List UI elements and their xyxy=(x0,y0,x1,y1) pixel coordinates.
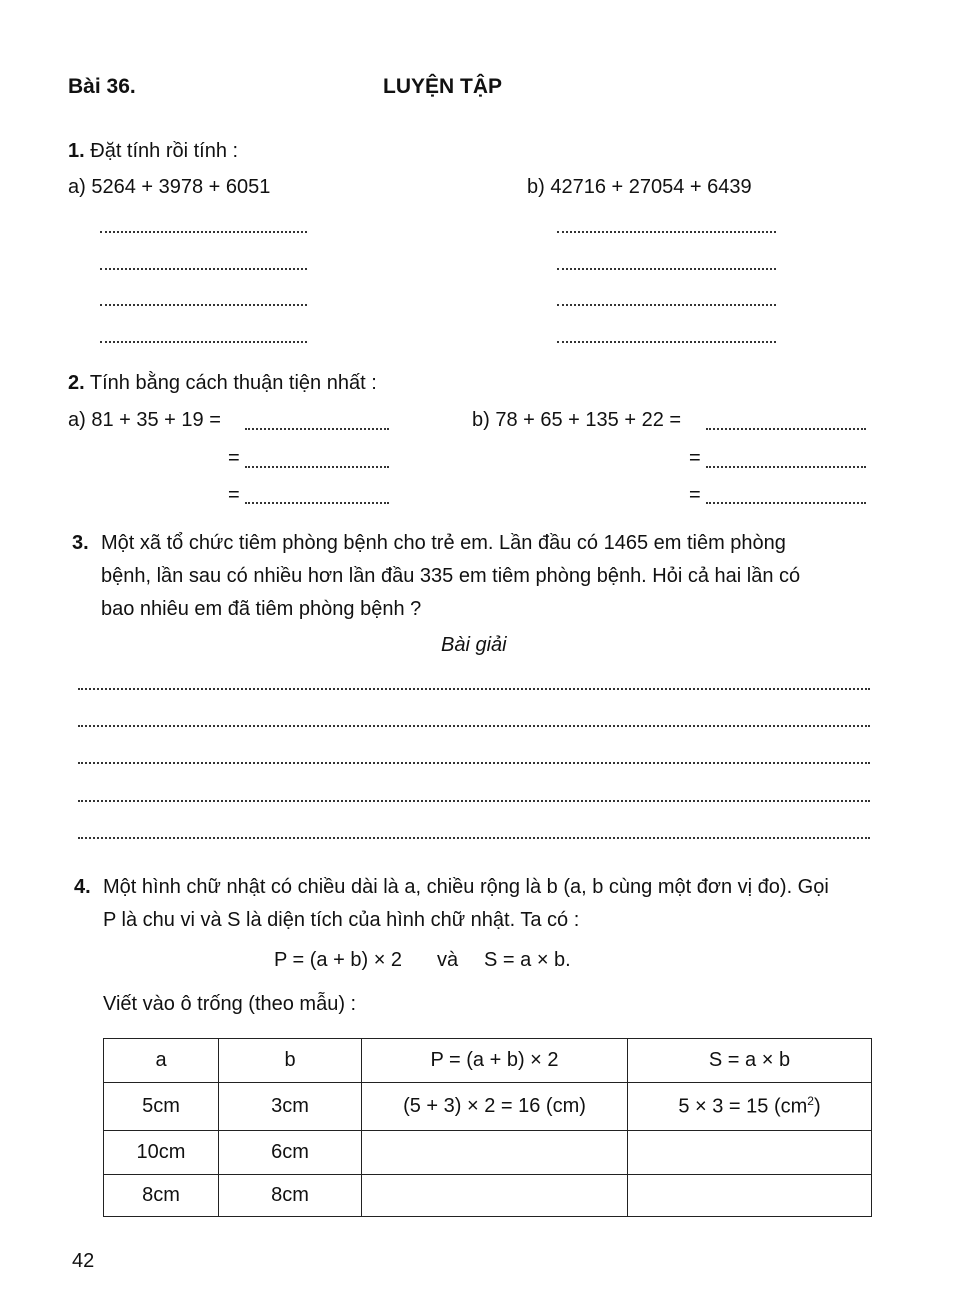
answer-line[interactable] xyxy=(706,466,866,468)
formula-perimeter: P = (a + b) × 2 xyxy=(274,949,403,971)
rectangle-table xyxy=(103,1038,872,1217)
ex4-line-1: Một hình chữ nhật có chiều dài là a, chiều rộng là b (a, b cùng một đơn vị đo). Gọi xyxy=(103,876,829,898)
table-cell-blank[interactable] xyxy=(362,1175,628,1217)
solution-line[interactable] xyxy=(78,762,870,764)
ex1-part-b: b) 42716 + 27054 + 6439 xyxy=(527,176,752,198)
table-cell: 5cm xyxy=(104,1083,219,1131)
table-cell: 3cm xyxy=(219,1083,362,1131)
table-cell xyxy=(628,1083,872,1131)
solution-line[interactable] xyxy=(78,725,870,727)
answer-line[interactable] xyxy=(245,466,389,468)
table-header-row xyxy=(104,1039,872,1083)
ex3-line-1: Một xã tổ chức tiêm phòng bệnh cho trẻ em. Lần đầu có 1465 em tiêm phòng xyxy=(101,532,786,554)
area-value: 5 × 3 = 15 (cm xyxy=(678,1095,808,1118)
answer-line[interactable] xyxy=(557,341,776,343)
ex2-text: Tính bằng cách thuận tiện nhất : xyxy=(89,372,377,394)
answer-line[interactable] xyxy=(557,231,776,233)
ex1-number: 1. xyxy=(68,140,85,162)
table-cell-blank[interactable] xyxy=(628,1131,872,1175)
table-cell: 8cm xyxy=(219,1175,362,1217)
table-row xyxy=(104,1131,872,1175)
table-row xyxy=(104,1175,872,1217)
table-header: a xyxy=(104,1039,219,1083)
answer-line[interactable] xyxy=(100,341,307,343)
ex1-heading xyxy=(68,140,238,163)
answer-line[interactable] xyxy=(706,502,866,504)
ex3-number: 3. xyxy=(72,532,89,554)
table-header: S = a × b xyxy=(628,1039,872,1083)
table-cell-blank[interactable] xyxy=(362,1131,628,1175)
table-cell: 8cm xyxy=(104,1175,219,1217)
ex4-number: 4. xyxy=(74,876,91,898)
ex1-text: Đặt tính rồi tính : xyxy=(90,140,239,162)
equals-sign: = xyxy=(228,447,240,469)
answer-line[interactable] xyxy=(245,502,389,504)
table-cell: 10cm xyxy=(104,1131,219,1175)
table-cell: 6cm xyxy=(219,1131,362,1175)
page-title: LUYỆN TẬP xyxy=(383,75,503,98)
answer-line[interactable] xyxy=(100,304,307,306)
table-header: P = (a + b) × 2 xyxy=(362,1039,628,1083)
table-cell: (5 + 3) × 2 = 16 (cm) xyxy=(362,1083,628,1131)
answer-line[interactable] xyxy=(557,268,776,270)
solution-line[interactable] xyxy=(78,800,870,802)
table-cell-blank[interactable] xyxy=(628,1175,872,1217)
ex3-line-3: bao nhiêu em đã tiêm phòng bệnh ? xyxy=(101,598,422,620)
solution-line[interactable] xyxy=(78,837,870,839)
area-exponent: 2 xyxy=(807,1094,814,1109)
formula-and: và xyxy=(437,949,459,971)
table-header: b xyxy=(219,1039,362,1083)
equals-sign: = xyxy=(689,484,701,506)
ex4-instruction: Viết vào ô trống (theo mẫu) : xyxy=(103,993,357,1015)
answer-line[interactable] xyxy=(100,268,307,270)
ex1-part-a: a) 5264 + 3978 + 6051 xyxy=(68,176,271,198)
answer-line[interactable] xyxy=(100,231,307,233)
page-number: 42 xyxy=(72,1250,95,1272)
solution-line[interactable] xyxy=(78,688,870,690)
formula-area: S = a × b. xyxy=(484,949,571,971)
area-close-paren: ) xyxy=(813,1095,821,1118)
equals-sign: = xyxy=(228,484,240,506)
equals-sign: = xyxy=(689,447,701,469)
ex2-part-b: b) 78 + 65 + 135 + 22 = xyxy=(472,409,682,431)
table-row xyxy=(104,1083,872,1131)
ex2-part-a: a) 81 + 35 + 19 = xyxy=(68,409,221,431)
solution-label: Bài giải xyxy=(441,634,507,656)
ex2-number: 2. xyxy=(68,372,85,394)
answer-line[interactable] xyxy=(557,304,776,306)
ex4-line-2: P là chu vi và S là diện tích của hình chữ nhật. Ta có : xyxy=(103,909,580,931)
ex3-line-2: bệnh, lần sau có nhiều hơn lần đầu 335 em tiêm phòng bệnh. Hỏi cả hai lần có xyxy=(101,565,801,587)
ex2-heading xyxy=(68,372,377,395)
answer-line[interactable] xyxy=(706,428,866,430)
lesson-number: Bài 36. xyxy=(68,75,136,98)
answer-line[interactable] xyxy=(245,428,389,430)
